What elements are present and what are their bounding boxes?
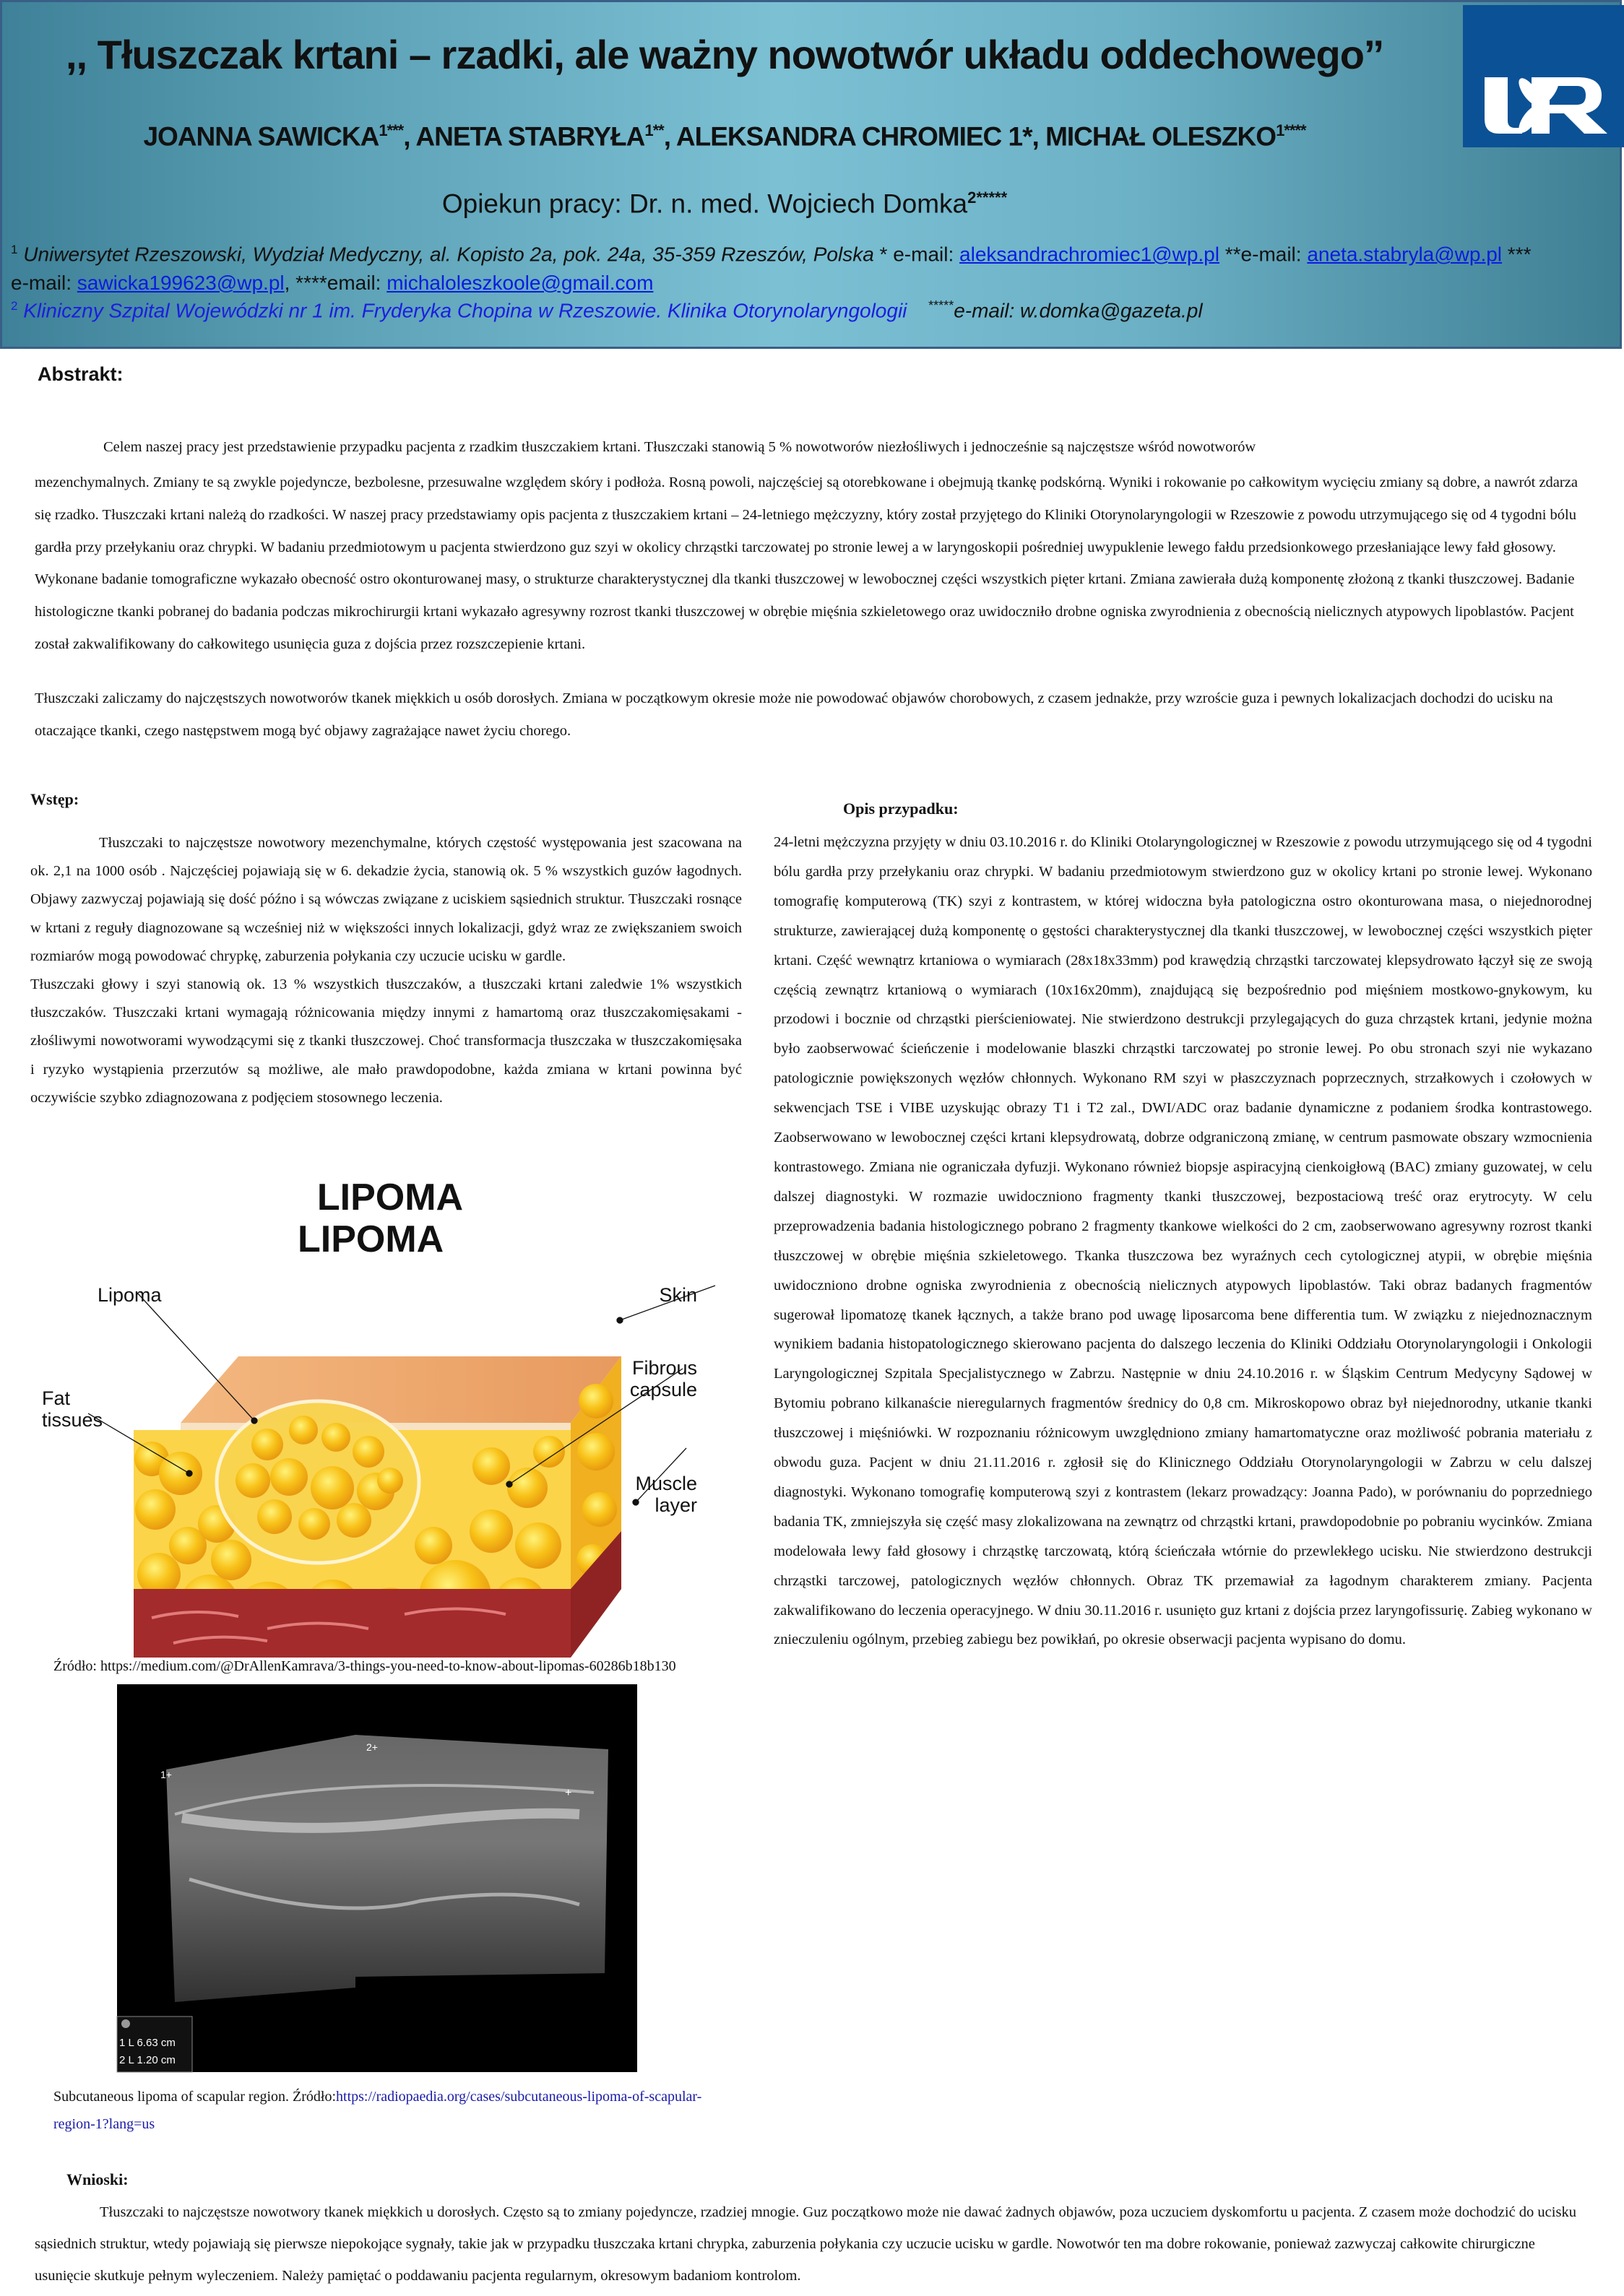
author-affiliation-mark: 1** <box>644 121 664 139</box>
abstract-heading: Abstrakt: <box>38 363 124 385</box>
label-fibrous-2: capsule <box>629 1379 697 1400</box>
author-list <box>2 121 1447 152</box>
label-fat-1: Fat <box>42 1387 71 1409</box>
supervisor-line <box>2 189 1447 219</box>
author-separator: , <box>663 121 676 152</box>
email-label: * e-mail: <box>873 243 960 266</box>
case-heading: Opis przypadku: <box>843 800 959 818</box>
radiopaedia-link[interactable]: https://radiopaedia.org/cases/subcutaneous-lipoma-of-scapular-region-1?lang=us <box>53 2089 702 2132</box>
label-fibrous-1: Fibrous <box>631 1357 697 1379</box>
footnote-mark: ***** <box>928 298 954 313</box>
author-name: ANETA STABRYŁA <box>415 121 645 152</box>
svg-text:1+: 1+ <box>160 1769 172 1780</box>
case-body: 24-letni mężczyzna przyjęty w dniu 03.10.2016 r. do Kliniki Otolaryngologicznej w Rzeszowie z powodu utrzymującego się od 4 tygodni bólu gardła przy przełykaniu oraz chrypki. W badaniu przedmiotowym stwierdzono guz w okolicy krtani po stronie lewej. Wykonano tomografię komputerową (TK) szyi z kontrastem, w której widoczna była patologiczna ostro okonturowana masa, o niejednorodnej strukturze, zawierającej dużą komponentę o gęstości charakterystycznej dla tkanki tłuszczowej, w lewobocznej części wszystkich pięter krtani. Część wewnątrz krtaniowa o wymiarach (28x18x33mm) pod krawędzią chrząstki tarczowatej klepsydrowato łączył się ze swoją częścią zewnątrz krtaniową o wymiarach (10x16x20mm), znajdującą się bezpośrednio pod mięśniem mostkowo-gnykowym, ku przodowi i bocznie od chrząstki pierścieniowatej. Nie stwierdzono destrukcji przylegających do guza chrząstek krtani, jedynie można było zaobserwować ścieńczenie i modelowanie blaszki chrząstki tarczowatej po stronie lewej. Po obu stronach szyi nie wykazano patologicznie powiększonych węzłów chłonnych. Wykonano RM szyi w płaszczyznach poprzecznych, strzałkowych i czołowych w sekwencjach TSE i VIBE uzyskując obrazy T1 i T2 zal., DWI/ADC oraz badanie dynamiczne z podaniem środka kontrastowego. Zaobserwowano w lewobocznej części krtani klepsydrowatą, dobrze odgraniczoną zmianę, w centrum pasmowate obszary wzmocnienia kontrastowego. Zmiana nie ograniczała dyfuzji. Wykonano również biopsje aspiracyjną cienkoigłową (BAC) zmiany guzowatej, w celu dalszej diagnostyki. W rozmazie uwidoczniono fragmenty tkanki tłuszczowej, bezpostaciową treść oraz erytrocyty. W celu przeprowadzenia badania histologicznego pobrano 2 fragmenty tkankowe wielkości do 2 cm, zaobserwowano agresywny rozrost tkanki tłuszczowej w obrębie mięśnia szkieletowego. Tkanka tłuszczowa bez wyraźnych cech cytologicznej atypii, w obrębie mięśnia uwidoczniono drobne ogniska zwyrodnienia z obecnością nielicznych atypowych lipoblastów. Taki obraz badanych fragmentów sugerował lipomatozę tkanek łącznych, a także brano pod uwagę liposarcoma bene differentia tum. W związku z niejednoznacznym wynikiem badania histopatologicznego skierowano pacjenta do dalszego leczenia do Kliniki Oddziału Otorynolaryngologii i Onkologii Laryngologicznej Szpitala Specjalistycznego w Zabrzu. Następnie w dniu 24.10.2016 r. w Śląskim Centrum Medycyny Sądowej w Bytomiu pobrano kilkanaście nieregularnych fragmentów średnicy do 0,8 cm. Mikroskopowo obraz był niejednorodny, utkanie tkanki tłuszczowej i mięśniówki. W rozpoznaniu różnicowym uwzględniono zmiany hamartomatyczne oraz możliwość pobrania materiału z obwodu guza. Pacjent w dniu 21.11.2016 r. zgłosił się do Klinicznego Oddziału Otorynolaryngologii w Zabrzu w celu dalszej diagnostyki. Wykonano tomografię komputerową szyi z kontrastem (lekarz prowadzący: Joanna Pado), w porównaniu do poprzedniego badania TK, zmniejszyła się część masy zlokalizowana na zewnątrz od chrząstki krtani, prawdopodobnie po pobraniu wycinków. Zmiana modelowała lewy fałd głosowy i chrząstkę tarczowatą, którą ścieńczała wtórnie do przewlekłego ucisku. Nie stwierdzono destrukcji chrząstki tarczowej, patologicznych węzłów chłonnych. Obraz TK przemawiał za łagodnym charakterem zmiany. Pacjenta zakwalifikowano do leczenia operacyjnego. W dniu 30.11.2016 r. usunięto guz krtani z dojścia przez laryngofissurię. Zabieg wykonano w znieczuleniu ogólnym, przebieg zabiegu bez powikłań, po okresie obserwacji pacjenta wypisano do domu. <box>774 834 1592 1648</box>
label-muscle-1: Muscle <box>635 1473 697 1494</box>
supervisor-name: Opiekun pracy: Dr. n. med. Wojciech Domka <box>441 189 968 219</box>
svg-text:+: + <box>565 1787 572 1799</box>
author-name: JOANNA SAWICKA <box>143 121 379 152</box>
affiliation-1-emails <box>11 272 1611 295</box>
footnote-mark: *** <box>1502 243 1532 266</box>
ultrasound-scan-icon <box>117 1684 637 2072</box>
author-affiliation-mark: 1**** <box>1276 121 1306 139</box>
lipoma-diagram-heading: LIPOMA <box>298 1218 444 1260</box>
ur-logo-icon <box>1463 5 1624 147</box>
conclusions-body <box>35 2196 1584 2292</box>
ultrasound-measure-2: 2 L 1.20 cm <box>119 2054 176 2066</box>
affiliation-number: 1 <box>11 243 18 256</box>
email-label: e-mail: <box>11 272 77 294</box>
author-affiliation-mark: 1*** <box>379 121 404 139</box>
intro-paragraph-1 <box>30 829 742 971</box>
label-fat-2: tissues <box>42 1409 103 1431</box>
poster-header <box>0 0 1622 349</box>
author-separator: , <box>1032 121 1046 152</box>
author-name: MICHAŁ OLESZKO <box>1045 121 1277 152</box>
author-separator: , <box>403 121 416 152</box>
ultrasound-caption-text: Subcutaneous lipoma of scapular region. Źródło: <box>53 2089 337 2105</box>
svg-text:2+: 2+ <box>366 1741 378 1753</box>
abstract-paragraph-1-cont: mezenchymalnych. Zmiany te są zwykle pojedyncze, bezbolesne, przesuwalne względem skóry i podłoża. Rosną powoli, najczęściej są otorebkowane i obejmują tkankę podskórną. Wyniki i rokowanie po całkowitym wycięciu zmiany są dobre, a nawrót zdarza się rzadko. Tłuszczaki krtani należą do rzadkości. W naszej pracy przedstawiamy opis pacjenta z tłuszczakiem krtani – 24-letniego mężczyzny, który został przyjętego do Kliniki Otorynolaryngologii w Rzeszowie z powodu utrzymującego się od 4 tygodni bólu gardła przy przełykaniu oraz chrypki. W badaniu przedmiotowym u pacjenta stwierdzono guz szyi w okolicy chrząstki tarczowatej po stronie lewej a w laryngoskopii pośredniej uwypuklenie lewego fałdu przedsionkowego przesłaniające lewy fałd głosowy. Wykonane badanie tomograficzne wykazało obecność ostro okonturowanej masy, o strukturze charakterystycznej dla tkanki tłuszczowej w lewobocznej części wszystkich pięter krtani. Zmiana zawierała dużą komponentę złożoną z tkanki tłuszczowej. Badanie histologiczne tkanki pobranej do badania podczas mikrochirurgii krtani wykazało agresywny rozrost tkanki tłuszczowej w obrębie mięśnia szkieletowego oraz uwidoczniło drobne ogniska zwyrodnienia z obecnością nielicznych atypowych lipoblastów. Pacjent został zakwalifikowany do całkowitego usunięcia guza z dojścia przez rozszczepienie krtani. <box>35 475 1578 652</box>
author-name: ALEKSANDRA CHROMIEC 1* <box>675 121 1032 152</box>
lipoma-diagram <box>29 1177 737 1661</box>
label-muscle-2: layer <box>655 1494 697 1516</box>
label-skin: Skin <box>659 1284 697 1306</box>
ultrasound-image <box>117 1684 637 2072</box>
supervisor-email: e-mail: w.domka@gazeta.pl <box>954 299 1203 322</box>
email-link-sawicka[interactable]: sawicka199623@wp.pl <box>77 272 285 294</box>
affiliation-text: Kliniczny Szpital Wojewódzki nr 1 im. Fryderyka Chopina w Rzeszowie. Klinika Otorynolaryngologii <box>17 299 907 322</box>
lipoma-figure-source: Źródło: https://medium.com/@DrAllenKamrava/3-things-you-need-to-know-about-lipomas-60286b18b130 <box>53 1658 676 1674</box>
conclusions-heading: Wnioski: <box>66 2170 129 2188</box>
lipoma-illustration-icon <box>29 1177 737 1661</box>
abstract-paragraph-1 <box>35 428 1581 467</box>
abstract-text-lead: Celem naszej pracy jest przedstawienie przypadku pacjenta z rzadkim tłuszczakiem krtani. Tłuszczaki stanowią 5 % nowotworów niezłośliwych i jednocześnie są najczęstsze wśród nowotworów <box>103 439 1256 455</box>
intro-paragraph-2: Tłuszczaki głowy i szyi stanowią ok. 13 % wszystkich tłuszczaków, a tłuszczaki krtani zaledwie 1% wszystkich tłuszczaków. Tłuszczaki krtani wymagają różnicowania między innymi z hamartomą oraz tłuszczakomięsakami - złośliwymi nowotworami wywodzącymi się z tkanki tłuszczowej. Choć transformacja tłuszczaka w tłuszczakomięsaka i ryzyko wystąpienia przerzutów są możliwe, ale mało prawdopodobne, każda zmiana w krtani powinna być oczywiście szybko zdiagnozowana z podjęciem stosownego leczenia. <box>30 976 742 1106</box>
affiliation-2 <box>11 298 1611 322</box>
conclusions-text: Tłuszczaki to najczęstsze nowotwory tkanek miękkich u dorosłych. Często są to zmiany pojedyncze, rzadziej mnogie. Guz początkowo może nie dawać żadnych objawów, poza uczuciem dyskomfortu u pacjenta. Z czasem może dochodzić do ucisku sąsiednich struktur, wtedy pojawiają się pierwsze niepokojące sygnały, takie jak w przypadku tłuszczaka krtani chrypka, zaburzenia połykania czy uczucie ucisku w gardle. Nowotwór ten ma dobre rokowanie, ponieważ zazwyczaj całkowite chirurgiczne usunięcie skutkuje pełnym wyleczeniem. Należy pamiętać o poddawaniu pacjenta regularnym, okresowym badaniom kontrolom. <box>35 2204 1576 2284</box>
ultrasound-caption <box>53 2083 733 2138</box>
abstract-paragraph-2: Tłuszczaki zaliczamy do najczęstszych nowotworów tkanek miękkich u osób dorosłych. Zmiana w początkowym okresie może nie powodować objawów chorobowych, z czasem jednakże, przy wzroście guza i pewnych lokalizacjach dochodzi do ucisku na otaczające tkanki, czego następstwem mogą być objawy zagrażające nawet życiu chorego. <box>35 690 1553 739</box>
intro-paragraph-1-text: Tłuszczaki to najczęstsze nowotwory mezenchymalne, których częstość występowania jest szacowana na ok. 2,1 na 1000 osób . Najczęściej pojawiają się w 6. dekadzie życia, stanowią ok. 5 % wszystkich guzów łagodnych. Objawy zazwyczaj pojawiają się dość późno i są wówczas związane z uciskiem sąsiednich struktur. Tłuszczaki rosnące w krtani z reguły diagnozowane są wcześniej niż w większości innych lokalizacji, gdyż wraz ze zwiększaniem swoich rozmiarów mogą powodować chrypkę, zaburzenia połykania czy uczucie ucisku w gardle. <box>30 835 742 964</box>
poster-title: ,, Tłuszczak krtani – rzadki, ale ważny nowotwór układu oddechowego’’ <box>66 32 1383 77</box>
email-label: , ****email: <box>284 272 387 294</box>
affiliation-text: Uniwersytet Rzeszowski, Wydział Medyczny, al. Kopisto 2a, pok. 24a, 35-359 Rzeszów, Polska <box>17 243 874 266</box>
label-lipoma: Lipoma <box>98 1284 162 1306</box>
ultrasound-measure-1: 1 L 6.63 cm <box>119 2037 176 2049</box>
email-link-oleszko[interactable]: michaloleszkoole@gmail.com <box>386 272 654 294</box>
intro-heading: Wstęp: <box>30 790 79 808</box>
affiliation-number: 2 <box>11 299 18 313</box>
email-link-chromiec[interactable]: aleksandrachromiec1@wp.pl <box>959 243 1219 266</box>
lipoma-diagram-title: LIPOMA <box>316 1177 464 1218</box>
email-label: **e-mail: <box>1219 243 1308 266</box>
email-link-stabryla[interactable]: aneta.stabryla@wp.pl <box>1307 243 1503 266</box>
supervisor-affiliation-mark: 2***** <box>967 189 1008 207</box>
affiliation-1 <box>11 243 1611 266</box>
university-logo <box>1463 5 1624 147</box>
intro-body <box>30 829 742 1112</box>
